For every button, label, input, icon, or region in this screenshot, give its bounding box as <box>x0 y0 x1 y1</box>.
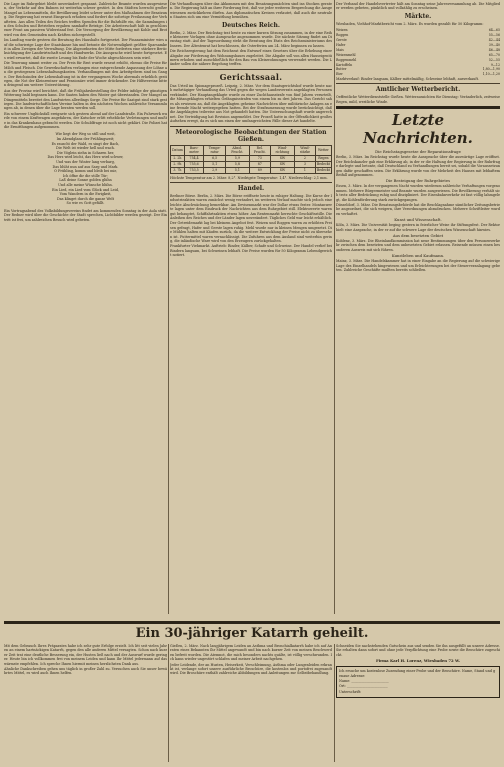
article-text: Essen, 3. März. In der vergangenen Nacht wurden wiederum zahlreiche Verhaftungen vorgenommen. Mehrere Bürgermeister und Beamte wurden ausgewiesen. Die Bevölkerung verhält sich trotz aller Bedrückung ruhig und diszipliniert. Der Eisenbahnverkehr ist fast völlig lahmgelegt, die Kohlenförderung stark zurückgegangen. <box>336 184 500 202</box>
weather-header: Tempe-ratur <box>204 145 225 155</box>
column-2 <box>170 2 332 259</box>
table-row: Butter 1,80—1,90 <box>336 67 500 72</box>
article-text: Höchste Temperatur am 2. März: 8,2°. Niedrigste Temperatur: 1,4°. Niederschlag: 2,1 mm. <box>170 175 328 180</box>
advertisement-body <box>4 644 500 764</box>
poem: Wie liegt der Weg so still und weit, Im Abendglanz der Frühlingszeit; Es rauscht der Wald, es singt der Bach, Die Welt ist wieder hell und wach. Die Vöglein ziehn in Scharen her, Das Herz wird leicht, das Herz wird schwer, Und was der Winter lang verbarg, Das blüht nun auf aus Sarg und Mark. O Frühling, komm und bleib bei mir, Ich öffne dir die stille Tür; Laß deine Sonne golden glühn Und alle meine Wünsche blühn. Ein Lied, ein Lied vom Glück und Leid, Vom Wandern in die Ewigkeit, Das klinget durch die ganze Welt So wie es Gott gefällt. <box>47 132 124 206</box>
advertisement-column <box>336 644 500 698</box>
table-row: Hafer 39—40 <box>336 42 500 47</box>
advertisement-text: Gießen, 2. März. Nach langjährigem Leiden an Asthma und Bronchialkatarrh habe ich auf Anraten eines Bekannten Ihr Mittel angewandt und bin nach kurzer Zeit von meinen Beschwerden befreit worden. Die Atemnot, die mich besonders nachts quälte, ist völlig verschwunden. Ich kann wieder ungestört schlafen und meiner Arbeit nachgehen. <box>170 644 332 662</box>
weather-header: Wind-stärke <box>295 145 316 155</box>
market-table <box>336 27 500 77</box>
rule <box>170 126 332 127</box>
section-heading: Amtlicher Wetterbericht. <box>375 86 461 94</box>
table-row: Gerste 42—44 <box>336 37 500 42</box>
table-row: Eier 1,10—1,20 <box>336 72 500 77</box>
coupon-box[interactable] <box>336 666 500 698</box>
article-text: Marktverlauf: Rinder langsam, Kälber mittelmäßig, Schweine lebhaft, ausverkauft. <box>336 77 480 82</box>
coupon-field: Unterschrift: <box>339 689 362 694</box>
coupon-field: Ort: ________________________ <box>339 684 388 689</box>
article-text: Koblenz, 3. März. Die Rheinlandkommission hat neue Bestimmungen über den Personenverkehr zwischen dem besetzten und dem unbesetzten Gebiet erlassen. Reisende müssen einen besonderen Ausweis mit sich führen. <box>336 238 500 252</box>
subheading: Kunst und Wissenschaft. <box>394 217 442 223</box>
weather-header: Datum <box>171 145 185 155</box>
article-text: Die Verhandlungen über das Abkommen mit den Besatzungsmächten sind ins Stocken geraten. Die Regierung hält an ihrer Forderung fest, daß vor jeder weiteren Besprechung die Ausgewiesenen zurückkehren dürfen. Aus diplomatischen Kreisen verlautet, daß auch die neutralen Staaten sich um eine Vermittlung bemühen. <box>170 2 332 20</box>
section-heading: Märkte. <box>404 12 432 20</box>
article-text: Der Getreidemarkt lag bei kleinem Angebot fest. Weizen und Roggen waren zu erhöhten Preisen gefragt, Hafer und Gerste lagen ruhig. Mehl wurde nur in kleinen Mengen umgesetzt. Die Mühlen halten mit Käufen zurück, da die weitere Entwicklung der Preise nicht zu übersehen ist. Futtermittel waren vernachlässigt. Die Zufuhren aus dem Ausland sind weiterhin gering, die inländische Ware wird von den Erzeugern zurückgehalten. <box>170 221 332 243</box>
weather-header: Wind-richtung <box>270 145 294 155</box>
advertisement-column <box>170 644 332 677</box>
article-text: Ein Vortragsabend des Volksbildungsvereins findet am kommenden Sonntag in der Aula statt. Der Redner wird über die Geschichte der Stadt sprechen, Lichtbilder werden gezeigt. Der Eintritt ist frei, um zahlreichen Besuch wird gebeten. <box>4 208 167 222</box>
subheading: Aus dem besetzten Gebiet <box>392 232 444 238</box>
article-text: Die Reichsregierung hat dem Reichsrat den Entwurf eines Gesetzes über die Erhebung einer Abgabe zur Förderung des Wohnungsbaues zugeleitet. Die Abgabe soll von allen Hauseigentümern erhoben und ausschließlich für den Bau von Kleinwohnungen verwendet werden. Die Länder sollen die nähere Regelung treffen. <box>170 49 332 67</box>
column-3 <box>336 2 500 273</box>
subheading: Kunstleben und Kaufmann. <box>391 253 445 259</box>
section-heading: Meteorologische Beobachtungen der Station Gießen. <box>175 128 327 143</box>
advertisement-text: Jeder Leidende, der an Husten, Heiserkeit, Verschleimung, Asthma oder Lungenleiden erkrankt ist, verlange sofort unsere ausführliche Broschüre, die kostenlos und portofrei zugesandt wird. Die Broschüre enthält zahlreiche Abbildungen und Anleitungen zur Selbstbehandlung. <box>170 662 332 676</box>
coupon-field: Name: ______________________ <box>339 679 389 684</box>
advertisement-text: Schneiden Sie nachstehenden Gutschein aus und senden Sie ihn ausgefüllt an unsere Adresse. Sie erhalten dann sofort und ohne jede Verpflichtung eine Probe sowie die Broschüre zugeschickt. <box>336 644 500 657</box>
weather-table <box>170 145 332 174</box>
column-1 <box>4 2 167 223</box>
article-text: Frankfurter Viehmarkt. Auftrieb: Rinder, Kälber, Schafe und Schweine. Der Handel verlief bei Rindern langsam, bei Schweinen lebhaft. Die Preise wurden für 50 Kilogramm Lebendgewicht notiert. <box>170 244 332 258</box>
advertisement-column <box>4 644 167 677</box>
table-row: Roggen 55—56 <box>336 32 500 37</box>
advertisement-section <box>4 621 500 764</box>
firm-name: Firma Karl H. Lorenz, Wiesbaden 72 W. <box>376 658 460 664</box>
table-row: Weizenmehl 65—70 <box>336 52 500 57</box>
table-row: Mais 46—48 <box>336 47 500 52</box>
table-row: Roggenmehl 52—55 <box>336 57 500 62</box>
rule <box>170 69 332 70</box>
article-text: Oeffentliche Wetterdienststelle Gießen. Wetteraussichten für Dienstag: Veränderlich, zeitweise Regen, mild, westliche Winde. <box>336 95 500 104</box>
article-text: Im Landtag wurde gestern die Beratung des Haushalts fortgesetzt. Der Finanzminister wies auf die schwierige Lage der Staatskasse hin und betonte die Notwendigkeit größter Sparsamkeit in allen Zweigen der Verwaltung. Die Abgeordneten der Mitte forderten eine stärkere Berücksichtigung der Landwirtschaft und des Handwerks. Die Aussprache wird heute fortgesetzt. Es wird erwartet, daß die zweite Lesung bis Ende der Woche abgeschlossen sein wird. <box>4 38 167 60</box>
article-text: Der Verband der Handelsvertreter hält am Sonntag seine Jahresversammlung ab. Die Mitglieder werden gebeten, pünktlich und vollzählig zu erscheinen. <box>336 2 500 11</box>
weather-header: Absol. Feucht. <box>225 145 249 155</box>
article-text: Berliner Börse. Berlin, 2. März. Die Börse eröffnete heute in ruhiger Haltung. Die Kurse der Industrieaktien waren zunächst wenig verändert, im weiteren Verlauf machte sich jedoch eine leichte Abschwächung bemerkbar. Am Devisenmarkt war der Dollar etwas fester. Montanwerte lagen unter dem Eindruck der Nachrichten aus dem Ruhrgebiet still. Elektrowerte waren gut behauptet, Schiffahrtsaktien etwas höher. Am Rentenmarkt herrschte Geschäftsstille. Die Anleihen des Reiches und der Länder lagen unverändert. Tägliches Geld war leicht erhältlich. <box>170 193 332 220</box>
article-text: Berlin, 2. März. Der Reichstag trat heute zu einer kurzen Sitzung zusammen, in der eine Reihe kleinerer Vorlagen ohne Aussprache angenommen wurde. Die nächste Sitzung findet am Dienstag statt. Auf der Tagesordnung steht die Beratung des Etats des Reichsministeriums des Innern. Der Ältestenrat hat beschlossen, die Osterferien am 24. März beginnen zu lassen. <box>170 30 332 48</box>
article-text: Ein schwerer Unglücksfall ereignete sich gestern abend auf der Landstraße. Ein Fuhrwerk wurde von einem Kraftwagen angefahren, der Kutscher erlitt erhebliche Verletzungen und mußte in das Krankenhaus gebracht werden. Die Schuldfrage ist noch nicht geklärt. Die Polizei hat die Ermittlungen aufgenommen. <box>4 111 167 129</box>
article-text: Mainz, 3. März. Die Handelskammer hat in einer Eingabe an die Regierung auf die schwierige Lage des Einzelhandels hingewiesen und um Erleichterungen bei der Steuerveranlagung gebeten. Zahlreiche Geschäfte mußten bereits schließen. <box>336 259 500 272</box>
article-text: Düsseldorf, 3. März. Die Besatzungsbehörde hat die Beschlagnahme sämtlicher Zeitungsbetriebe angeordnet, die sich weigern, ihre Verordnungen abzudrucken. Mehrere Schriftleiter wurden verhaftet. <box>336 202 500 216</box>
subheading: Die Besteigung der Ruhrgebietes <box>385 178 451 184</box>
coupon-text: Ich ersuche um kostenlose Zusendung einer Probe und der Broschüre. Name, Stand und genaue Adresse: <box>339 669 496 678</box>
section-heading: Gerichtssaal. <box>219 71 283 82</box>
article-text: Aus der Provinz wird berichtet, daß die Frühjahrsbestellung der Felder infolge der günstigen Witterung bald beginnen kann. Die Saaten haben den Winter gut überstanden. Der Mangel an Düngemitteln bereitet den Landwirten allerdings Sorge. Die Preise für Saatgut sind stark gestiegen. Die landwirtschaftlichen Vereine halten in den nächsten Wochen zahlreiche Versammlungen ab, in denen über die Lage beraten werden soll. <box>4 88 167 111</box>
weather-header: Wetter <box>315 145 331 155</box>
article-text: Köln, 3. März. Die Universität beging gestern in feierlicher Weise ihr Stiftungsfest. Der Rektor hielt eine Ansprache, in der er auf die schwere Lage der deutschen Wissenschaft hinwies. <box>336 223 500 232</box>
article-text: Wiesbaden, Viehhof-Marktbericht vom 2. März. Es wurden gezahlt für 50 Kilogramm: <box>336 21 484 26</box>
weather-header: Baro-meter <box>184 145 204 155</box>
rule <box>4 621 500 624</box>
advertisement-text: Mit dem Gebrauch Ihres Präparates habe ich sehr gute Erfolge erzielt. Ich litt seit vielen Jahren an einem hartnäckigen Katarrh, gegen den alle anderen Mittel versagten. Schon nach kurzer Zeit trat eine deutliche Besserung ein, der Husten ließ nach und der Auswurf wurde geringer. Heute bin ich vollkommen frei von meinem Leiden und kann Ihr Mittel jedermann auf das wärmste empfehlen. Ich spreche Ihnen hiermit meinen herzlichsten Dank aus. <box>4 644 167 666</box>
table-row: 2. 9h 755,6 5,1 5,8 87 SW 3 Bedeckt <box>171 161 332 167</box>
rule <box>170 182 332 183</box>
column-rule <box>168 0 169 614</box>
column-rule <box>334 644 335 762</box>
section-heading: Deutsches Reich. <box>221 21 281 29</box>
article-text: Die Lage im Ruhrgebiet bleibt unverändert gespannt. Zahlreiche Beamte wurden ausgewiesen, der Verkehr auf den Bahnen ist weiterhin schwer gestört. In den Städten herrscht großer Mangel an Lebensmitteln, die Bevölkerung leidet schwer unter den Maßnahmen der Besatzung. Die Regierung hat erneut Einspruch erhoben und fordert die sofortige Freilassung der Verhafteten. Aus allen Teilen des Reiches treffen Spenden für die Ruhrhilfe ein, die Sammlungen in den Schulen und Betrieben ergaben namhafte Beträge. Die Arbeiterschaft hält in geschlossener Front am passiven Widerstand fest. Die Versorgung der Bevölkerung mit Kohle und Brot wird von den Gemeinden nach Kräften sichergestellt. <box>4 2 167 37</box>
table-row: Weizen 64—65 <box>336 27 500 32</box>
weather-header: Rel. Feucht. <box>249 145 270 155</box>
column-rule <box>168 644 169 762</box>
subheading: Die Reichstagsgesetze der Reparationsfrage <box>375 149 461 155</box>
article-text: Das Urteil im Spionageprozeß. Leipzig, 2. März. Vor dem Staatsgerichtshof wurde heute nach mehrtägiger Verhandlung das Urteil gegen die wegen Landesverrats angeklagten Personen verkündet. Der Hauptangeklagte wurde zu einer Zuchthausstrafe von fünf Jahren verurteilt, die Mitangeklagten erhielten Gefängnisstrafen von einem bis zu drei Jahren. Das Gericht sah es als erwiesen an, daß die Angeklagten geheime Nachrichten über militärische Anlagen an eine fremde Macht weitergegeben hatten. Bei der Strafzumessung wurde berücksichtigt, daß die Angeklagten teilweise aus Not gehandelt hatten. Die Untersuchungshaft wurde angerechnet. Die Verteidigung hat Revision angemeldet. Der Prozeß hatte in der Öffentlichkeit großes Aufsehen erregt, da es sich um einen der umfangreichsten Fälle dieser Art handelte. <box>170 83 332 124</box>
advertisement-headline: Ein 30-jähriger Katarrh geheilt. <box>135 626 369 641</box>
table-row: Kartoffeln 9—12 <box>336 62 500 67</box>
column-rule <box>334 0 335 614</box>
main-heading: Letzte Nachrichten. <box>363 111 473 148</box>
table-row: 3. 7h 753,5 2,9 5,1 89 SW 1 Bedeckt <box>171 167 332 173</box>
section-heading: Handel. <box>237 184 265 192</box>
article-text: Die Teuerung nimmt weiter zu. Der Preis für Brot wurde erneut erhöht, ebenso die Preise für Milch und Fleisch. Die Gewerkschaften verlangen eine entsprechende Anpassung der Löhne an die gestiegenen Lebenshaltungskosten. Verhandlungen mit den Arbeitgebern sind im Gange. Der Reichsindex der Lebenshaltung ist in der vergangenen Woche abermals erheblich gestiegen, die Not der Kleinrentner und Pensionäre wird immer drückender. Die Hilfsvereine bitten dringend um weitere Unterstützung. <box>4 61 167 88</box>
rule <box>336 106 500 109</box>
advertisement-text: Ähnliche Dankschreiben gehen uns täglich in großer Zahl zu. Versuchen auch Sie unser bewährtes Mittel, es wird auch Ihnen helfen. <box>4 667 167 676</box>
table-row: 2. 2h 754,4 6,5 5,9 73 SW 2 Regen <box>171 155 332 161</box>
article-text: Berlin, 3. März. Im Reichstag wurde heute die Aussprache über die auswärtige Lage eröffnet. Der Reichskanzler gab eine Erklärung ab, in der er die Haltung der Regierung in der Ruhrfrage darlegte und betonte, daß Deutschland zu Verhandlungen bereit sei, sobald die Voraussetzungen dafür geschaffen seien. Die Erklärung wurde von der Mehrheit des Hauses mit lebhaftem Beifall aufgenommen. <box>336 155 500 177</box>
rule <box>336 83 500 84</box>
